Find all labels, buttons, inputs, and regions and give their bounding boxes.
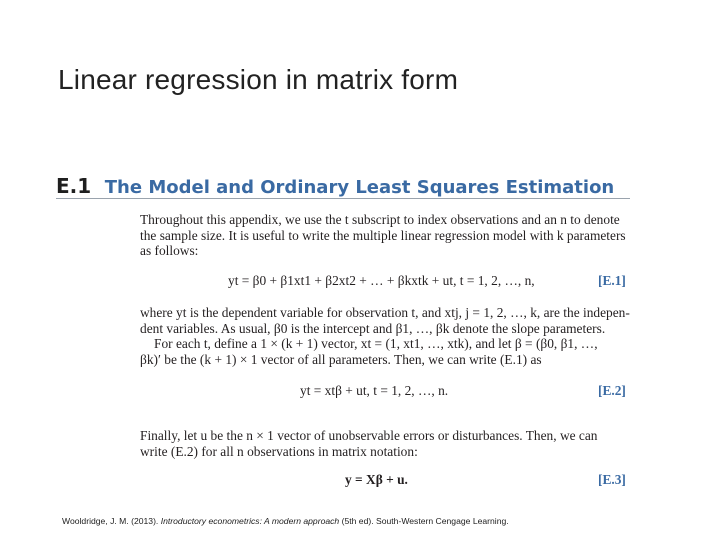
equation-e3: y = Xβ + u. [345,472,408,487]
paragraph-line: as follows: [140,243,199,259]
paragraph-line: Throughout this appendix, we use the t subscript to index observations and an n to denote [140,212,620,227]
paragraph-line: write (E.2) for all n observations in matrix notation: [140,443,418,459]
paragraph-intro [140,212,630,259]
citation [62,516,509,526]
paragraph-line: For each t, define a 1 × (k + 1) vector, xt = (1, xt1, …, xtk), and let β = (β0, β1, …, [154,336,598,352]
citation-authors: Wooldridge, J. M. (2013). [62,516,161,526]
equation-e2: yt = xtβ + ut, t = 1, 2, …, n. [300,383,449,398]
section-title: The Model and Ordinary Least Squares Estimation [104,177,615,198]
citation-publisher: (5th ed). South-Western Cengage Learning. [339,516,509,526]
paragraph-matrix [140,428,630,459]
paragraph-line: βk)′ be the (k + 1) × 1 vector of all parameters. Then, we can write (E.1) as [140,351,542,367]
paragraph-line: the sample size. It is useful to write the multiple linear regression model with k parameters [140,227,626,243]
section-number: E.1 [56,174,92,198]
citation-book-title: Introductory econometrics: A modern approach [160,516,340,526]
paragraph-line: dent variables. As usual, β0 is the intercept and β1, …, βk denote the slope parameters. [140,320,606,336]
section-divider [56,198,630,199]
section-heading [56,174,630,198]
paragraph-line: where yt is the dependent variable for observation t, and xtj, j = 1, 2, …, k, are the indepen- [140,305,630,320]
equation-e3-tag: [E.3] [598,472,626,487]
paragraph-line: Finally, let u be the n × 1 vector of unobservable errors or disturbances. Then, we can [140,428,598,443]
equation-e2-tag: [E.2] [598,383,626,398]
paragraph-definitions [140,305,630,367]
equation-e1: yt = β0 + β1xt1 + β2xt2 + … + βkxtk + ut, t = 1, 2, …, n, [228,273,535,288]
slide-title: Linear regression in matrix form [58,64,459,95]
equation-e1-tag: [E.1] [598,273,626,288]
